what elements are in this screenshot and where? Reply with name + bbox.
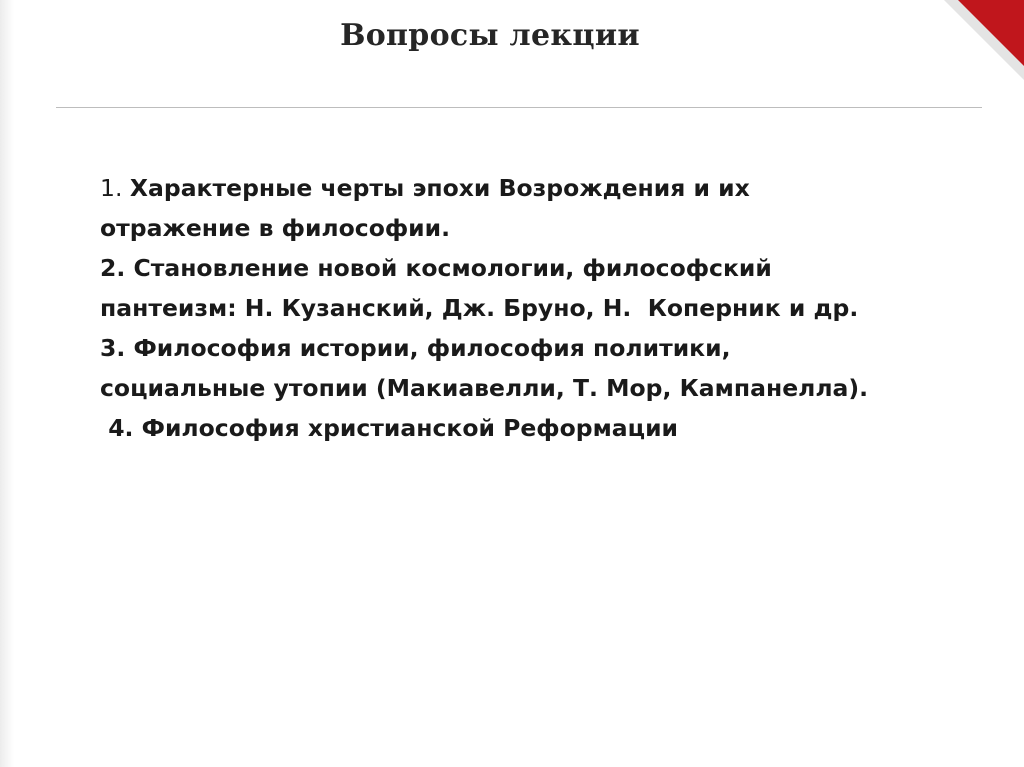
questions-list (100, 168, 980, 448)
question-3-text-1: Философия истории, философия политики, (133, 334, 731, 362)
question-4-line-1 (100, 408, 980, 448)
slide-title: Вопросы лекции (340, 18, 640, 53)
question-2-line-2: пантеизм: Н. Кузанский, Дж. Бруно, Н. Коперник и др. (100, 294, 859, 322)
title-divider (56, 107, 982, 108)
question-item-2 (100, 248, 980, 328)
question-2-text-1: Становление новой космологии, философский (133, 254, 772, 282)
question-3-number: 3. (100, 334, 126, 362)
question-2-number: 2. (100, 254, 126, 282)
question-3-line-2: социальные утопии (Макиавелли, Т. Мор, Кампанелла). (100, 374, 869, 402)
question-2-line-1 (100, 248, 980, 288)
question-4-number: 4. (108, 414, 134, 442)
question-1-number: 1. (100, 174, 123, 202)
question-item-4 (100, 408, 980, 448)
question-1-text-1: Характерные черты эпохи Возрождения и их (129, 174, 750, 202)
question-4-text-1: Философия христианской Реформации (141, 414, 679, 442)
question-1-line-2: отражение в философии. (100, 214, 451, 242)
question-3-line-1 (100, 328, 980, 368)
question-item-3 (100, 328, 980, 408)
question-1-line-1 (100, 168, 980, 208)
question-item-1 (100, 168, 980, 248)
left-edge-shadow (0, 0, 14, 767)
